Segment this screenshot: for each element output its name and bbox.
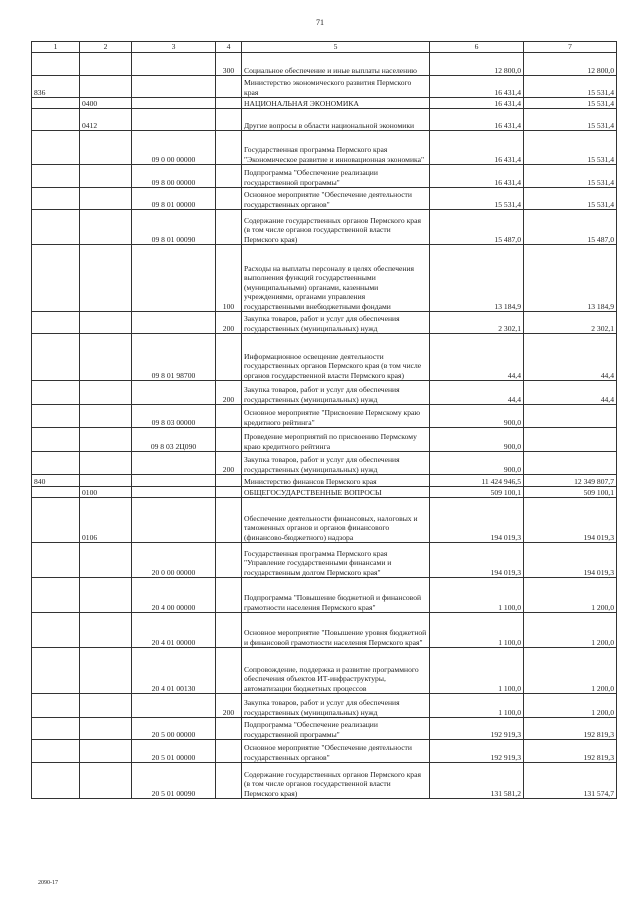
- target-article-cell: 20 0 00 00000: [132, 543, 216, 578]
- section-code-cell: 0106: [80, 498, 132, 543]
- amount-year2-cell: 12 349 807,7: [524, 475, 617, 487]
- table-row: [32, 694, 617, 718]
- target-article-cell: [132, 475, 216, 487]
- section-code-cell: [80, 648, 132, 694]
- amount-year1-cell: 900,0: [430, 405, 524, 428]
- table-row: [32, 334, 617, 381]
- amount-year2-cell: 131 574,7: [524, 763, 617, 799]
- admin-code-cell: [32, 405, 80, 428]
- amount-year2-cell: 15 531,4: [524, 131, 617, 165]
- description-cell: Содержание государственных органов Пермского края (в том числе органов государственной власти Пермского края): [242, 210, 430, 245]
- table-row: [32, 312, 617, 334]
- admin-code-cell: [32, 428, 80, 452]
- expense-type-cell: [216, 210, 242, 245]
- admin-code-cell: [32, 694, 80, 718]
- expense-type-cell: [216, 98, 242, 109]
- amount-year1-cell: 16 431,4: [430, 109, 524, 131]
- section-code-cell: 0100: [80, 487, 132, 498]
- amount-year2-cell: 192 819,3: [524, 718, 617, 740]
- expense-type-cell: 200: [216, 452, 242, 475]
- section-code-cell: [80, 763, 132, 799]
- admin-code-cell: [32, 53, 80, 76]
- target-article-cell: 09 0 00 00000: [132, 131, 216, 165]
- amount-year2-cell: 1 200,0: [524, 694, 617, 718]
- amount-year1-cell: 16 431,4: [430, 131, 524, 165]
- amount-year1-cell: 900,0: [430, 452, 524, 475]
- page-number: 71: [316, 18, 324, 27]
- amount-year1-cell: 509 100,1: [430, 487, 524, 498]
- amount-year2-cell: [524, 452, 617, 475]
- table-row: [32, 740, 617, 763]
- table-row: [32, 578, 617, 613]
- amount-year2-cell: [524, 428, 617, 452]
- target-article-cell: [132, 498, 216, 543]
- amount-year2-cell: 15 531,4: [524, 98, 617, 109]
- expense-type-cell: [216, 334, 242, 381]
- description-cell: Основное мероприятие "Повышение уровня бюджетной и финансовой грамотности населения Пермского края": [242, 613, 430, 648]
- description-cell: Основное мероприятие "Обеспечение деятельности государственных органов": [242, 188, 430, 210]
- description-cell: Закупка товаров, работ и услуг для обеспечения государственных (муниципальных) нужд: [242, 312, 430, 334]
- amount-year2-cell: [524, 405, 617, 428]
- amount-year1-cell: 192 919,3: [430, 740, 524, 763]
- target-article-cell: [132, 694, 216, 718]
- amount-year2-cell: 15 531,4: [524, 188, 617, 210]
- section-code-cell: [80, 740, 132, 763]
- description-cell: ОБЩЕГОСУДАРСТВЕННЫЕ ВОПРОСЫ: [242, 487, 430, 498]
- target-article-cell: [132, 245, 216, 312]
- description-cell: Подпрограмма "Обеспечение реализации государственной программы": [242, 718, 430, 740]
- section-code-cell: [80, 718, 132, 740]
- table-row: [32, 498, 617, 543]
- table-row: [32, 487, 617, 498]
- header-col-1: 1: [32, 42, 80, 53]
- table-row: [32, 543, 617, 578]
- admin-code-cell: [32, 487, 80, 498]
- amount-year1-cell: 900,0: [430, 428, 524, 452]
- section-code-cell: [80, 543, 132, 578]
- target-article-cell: 20 5 01 00000: [132, 740, 216, 763]
- section-code-cell: [80, 428, 132, 452]
- admin-code-cell: [32, 381, 80, 405]
- target-article-cell: [132, 452, 216, 475]
- admin-code-cell: [32, 188, 80, 210]
- section-code-cell: 0412: [80, 109, 132, 131]
- target-article-cell: [132, 53, 216, 76]
- expense-type-cell: [216, 109, 242, 131]
- admin-code-cell: [32, 543, 80, 578]
- amount-year2-cell: 194 019,3: [524, 543, 617, 578]
- section-code-cell: [80, 578, 132, 613]
- section-code-cell: [80, 405, 132, 428]
- description-cell: Социальное обеспечение и иные выплаты населению: [242, 53, 430, 76]
- admin-code-cell: [32, 109, 80, 131]
- table-row: [32, 381, 617, 405]
- section-code-cell: [80, 334, 132, 381]
- table-row: [32, 245, 617, 312]
- target-article-cell: 09 8 01 00090: [132, 210, 216, 245]
- header-col-5: 5: [242, 42, 430, 53]
- section-code-cell: [80, 188, 132, 210]
- expense-type-cell: [216, 131, 242, 165]
- admin-code-cell: 840: [32, 475, 80, 487]
- amount-year2-cell: 194 019,3: [524, 498, 617, 543]
- target-article-cell: 20 5 00 00000: [132, 718, 216, 740]
- description-cell: Содержание государственных органов Пермского края (в том числе органов государственной власти Пермского края): [242, 763, 430, 799]
- amount-year1-cell: 1 100,0: [430, 648, 524, 694]
- description-cell: Обеспечение деятельности финансовых, налоговых и таможенных органов и органов финансового (финансово-бюджетного) надзора: [242, 498, 430, 543]
- table-row: [32, 98, 617, 109]
- amount-year1-cell: 16 431,4: [430, 76, 524, 98]
- amount-year2-cell: 12 800,0: [524, 53, 617, 76]
- expense-type-cell: [216, 718, 242, 740]
- amount-year1-cell: 44,4: [430, 381, 524, 405]
- admin-code-cell: [32, 312, 80, 334]
- footer-code: 2090-17: [38, 880, 58, 886]
- target-article-cell: 09 8 03 00000: [132, 405, 216, 428]
- admin-code-cell: [32, 165, 80, 188]
- description-cell: Закупка товаров, работ и услуг для обеспечения государственных (муниципальных) нужд: [242, 381, 430, 405]
- target-article-cell: [132, 98, 216, 109]
- admin-code-cell: [32, 718, 80, 740]
- section-code-cell: [80, 53, 132, 76]
- expense-type-cell: [216, 498, 242, 543]
- expense-type-cell: [216, 613, 242, 648]
- amount-year2-cell: 192 819,3: [524, 740, 617, 763]
- table-row: [32, 718, 617, 740]
- amount-year1-cell: 15 487,0: [430, 210, 524, 245]
- description-cell: Государственная программа Пермского края "Управление государственными финансами и государственным долгом Пермского края": [242, 543, 430, 578]
- expense-type-cell: [216, 578, 242, 613]
- amount-year2-cell: 15 487,0: [524, 210, 617, 245]
- description-cell: Информационное освещение деятельности государственных органов Пермского края (в том числе органов государственной власти Пермского края): [242, 334, 430, 381]
- target-article-cell: 09 8 03 2Ц090: [132, 428, 216, 452]
- amount-year1-cell: 44,4: [430, 334, 524, 381]
- amount-year1-cell: 11 424 946,5: [430, 475, 524, 487]
- amount-year1-cell: 16 431,4: [430, 98, 524, 109]
- amount-year2-cell: 1 200,0: [524, 648, 617, 694]
- admin-code-cell: [32, 245, 80, 312]
- admin-code-cell: [32, 498, 80, 543]
- expense-type-cell: [216, 405, 242, 428]
- amount-year1-cell: 16 431,4: [430, 165, 524, 188]
- section-code-cell: [80, 694, 132, 718]
- table-row: [32, 405, 617, 428]
- expense-type-cell: [216, 740, 242, 763]
- target-article-cell: [132, 381, 216, 405]
- amount-year1-cell: 1 100,0: [430, 613, 524, 648]
- description-cell: Основное мероприятие "Присвоение Пермскому краю кредитного рейтинга": [242, 405, 430, 428]
- header-col-2: 2: [80, 42, 132, 53]
- description-cell: Закупка товаров, работ и услуг для обеспечения государственных (муниципальных) нужд: [242, 694, 430, 718]
- description-cell: Подпрограмма "Повышение бюджетной и финансовой грамотности населения Пермского края": [242, 578, 430, 613]
- amount-year1-cell: 194 019,3: [430, 498, 524, 543]
- amount-year1-cell: 1 100,0: [430, 578, 524, 613]
- table-header-row: [32, 42, 617, 53]
- admin-code-cell: [32, 763, 80, 799]
- table-row: [32, 109, 617, 131]
- description-cell: Проведение мероприятий по присвоению Пермскому краю кредитного рейтинга: [242, 428, 430, 452]
- expense-type-cell: [216, 475, 242, 487]
- target-article-cell: [132, 487, 216, 498]
- expense-type-cell: [216, 165, 242, 188]
- target-article-cell: [132, 312, 216, 334]
- expense-type-cell: 200: [216, 694, 242, 718]
- table-row: [32, 428, 617, 452]
- expense-type-cell: [216, 76, 242, 98]
- admin-code-cell: [32, 131, 80, 165]
- header-col-7: 7: [524, 42, 617, 53]
- description-cell: Другие вопросы в области национальной экономики: [242, 109, 430, 131]
- target-article-cell: 20 4 01 00000: [132, 613, 216, 648]
- budget-table: [31, 41, 617, 799]
- section-code-cell: [80, 475, 132, 487]
- amount-year2-cell: 2 302,1: [524, 312, 617, 334]
- admin-code-cell: [32, 98, 80, 109]
- target-article-cell: 09 8 00 00000: [132, 165, 216, 188]
- amount-year2-cell: 15 531,4: [524, 76, 617, 98]
- description-cell: Закупка товаров, работ и услуг для обеспечения государственных (муниципальных) нужд: [242, 452, 430, 475]
- amount-year1-cell: 131 581,2: [430, 763, 524, 799]
- description-cell: Государственная программа Пермского края "Экономическое развитие и инновационная экономика": [242, 131, 430, 165]
- admin-code-cell: [32, 334, 80, 381]
- section-code-cell: [80, 312, 132, 334]
- table-row: [32, 131, 617, 165]
- target-article-cell: 20 4 00 00000: [132, 578, 216, 613]
- amount-year2-cell: 44,4: [524, 334, 617, 381]
- admin-code-cell: 836: [32, 76, 80, 98]
- description-cell: Подпрограмма "Обеспечение реализации государственной программы": [242, 165, 430, 188]
- target-article-cell: [132, 109, 216, 131]
- header-col-6: 6: [430, 42, 524, 53]
- table-row: [32, 452, 617, 475]
- section-code-cell: [80, 245, 132, 312]
- expense-type-cell: [216, 543, 242, 578]
- header-col-4: 4: [216, 42, 242, 53]
- description-cell: Министерство экономического развития Пермского края: [242, 76, 430, 98]
- description-cell: Министерство финансов Пермского края: [242, 475, 430, 487]
- section-code-cell: [80, 452, 132, 475]
- amount-year1-cell: 192 919,3: [430, 718, 524, 740]
- amount-year2-cell: 44,4: [524, 381, 617, 405]
- admin-code-cell: [32, 210, 80, 245]
- description-cell: Расходы на выплаты персоналу в целях обеспечения выполнения функций государственными (муниципальными) органами, казенными учреждениями, органами управления государственными внебюджетными фондами: [242, 245, 430, 312]
- amount-year1-cell: 194 019,3: [430, 543, 524, 578]
- section-code-cell: 0400: [80, 98, 132, 109]
- target-article-cell: 20 5 01 00090: [132, 763, 216, 799]
- expense-type-cell: [216, 648, 242, 694]
- section-code-cell: [80, 613, 132, 648]
- target-article-cell: 20 4 01 00130: [132, 648, 216, 694]
- table-row: [32, 165, 617, 188]
- amount-year2-cell: 13 184,9: [524, 245, 617, 312]
- section-code-cell: [80, 210, 132, 245]
- amount-year1-cell: 15 531,4: [430, 188, 524, 210]
- admin-code-cell: [32, 452, 80, 475]
- description-cell: НАЦИОНАЛЬНАЯ ЭКОНОМИКА: [242, 98, 430, 109]
- amount-year2-cell: 509 100,1: [524, 487, 617, 498]
- admin-code-cell: [32, 613, 80, 648]
- section-code-cell: [80, 381, 132, 405]
- section-code-cell: [80, 131, 132, 165]
- amount-year2-cell: 15 531,4: [524, 165, 617, 188]
- section-code-cell: [80, 76, 132, 98]
- description-cell: Сопровождение, поддержка и развитие программного обеспечения объектов ИТ-инфраструктуры, автоматизации бюджетных процессов: [242, 648, 430, 694]
- expense-type-cell: 100: [216, 245, 242, 312]
- expense-type-cell: [216, 188, 242, 210]
- target-article-cell: [132, 76, 216, 98]
- expense-type-cell: 200: [216, 312, 242, 334]
- admin-code-cell: [32, 578, 80, 613]
- target-article-cell: 09 8 01 98700: [132, 334, 216, 381]
- amount-year2-cell: 15 531,4: [524, 109, 617, 131]
- table-row: [32, 613, 617, 648]
- amount-year2-cell: 1 200,0: [524, 613, 617, 648]
- table-row: [32, 188, 617, 210]
- expense-type-cell: 300: [216, 53, 242, 76]
- target-article-cell: 09 8 01 00000: [132, 188, 216, 210]
- expense-type-cell: [216, 428, 242, 452]
- amount-year2-cell: 1 200,0: [524, 578, 617, 613]
- table-row: [32, 475, 617, 487]
- expense-type-cell: 200: [216, 381, 242, 405]
- admin-code-cell: [32, 648, 80, 694]
- header-col-3: 3: [132, 42, 216, 53]
- table-row: [32, 763, 617, 799]
- table-row: [32, 648, 617, 694]
- section-code-cell: [80, 165, 132, 188]
- expense-type-cell: [216, 763, 242, 799]
- amount-year1-cell: 13 184,9: [430, 245, 524, 312]
- expense-type-cell: [216, 487, 242, 498]
- amount-year1-cell: 12 800,0: [430, 53, 524, 76]
- amount-year1-cell: 2 302,1: [430, 312, 524, 334]
- amount-year1-cell: 1 100,0: [430, 694, 524, 718]
- table-row: [32, 210, 617, 245]
- table-row: [32, 53, 617, 76]
- table-row: [32, 76, 617, 98]
- description-cell: Основное мероприятие "Обеспечение деятельности государственных органов": [242, 740, 430, 763]
- admin-code-cell: [32, 740, 80, 763]
